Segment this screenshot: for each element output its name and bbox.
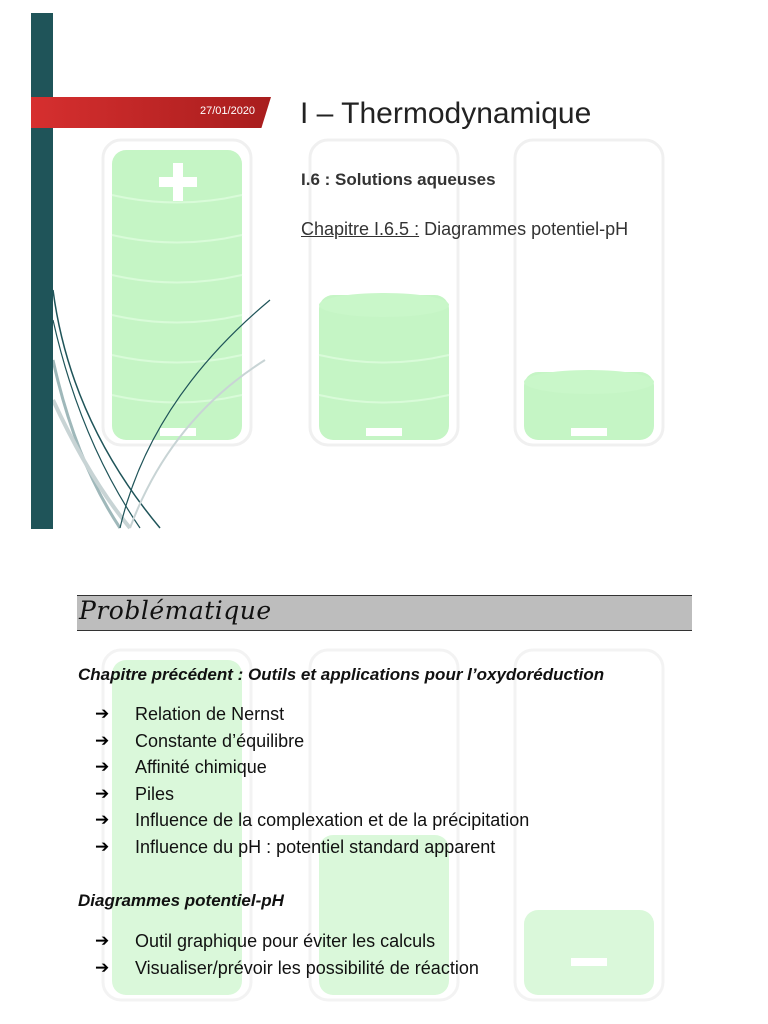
arrow-right-icon: ➔: [95, 730, 110, 750]
arrow-right-icon: ➔: [95, 836, 110, 856]
list-item: ➔ Constante d’équilibre: [95, 728, 529, 755]
arrow-right-icon: ➔: [95, 704, 110, 723]
arrow-right-icon: ➔: [95, 931, 110, 950]
list-item: ➔ Influence de la complexation et de la précipitation: [95, 807, 529, 834]
list-previous-chapter: [95, 701, 529, 861]
heading-diagrams: Diagrammes potentiel-pH: [78, 891, 284, 910]
arrow-right-icon: ➔: [95, 783, 110, 803]
list-item: ➔ Outil graphique pour éviter les calculs: [95, 928, 479, 955]
list-item: ➔ Affinité chimique: [95, 754, 529, 781]
chapter-text: Diagrammes potentiel-pH: [419, 219, 629, 239]
section-title: Problématique: [79, 596, 272, 625]
arrow-right-icon: ➔: [95, 810, 110, 830]
minus-icon: [366, 428, 402, 436]
minus-icon: [160, 428, 196, 436]
sidebar-accent-bar: [31, 13, 53, 529]
arrow-right-icon: ➔: [95, 757, 110, 777]
arrow-right-icon: ➔: [95, 957, 110, 977]
heading-previous-chapter: Chapitre précédent : Outils et applications pour l’oxydoréduction: [78, 665, 605, 684]
slide-title: I – Thermodynamique: [300, 97, 592, 130]
slide-subtitle: I.6 : Solutions aqueuses: [301, 170, 496, 189]
minus-icon: [571, 428, 607, 436]
list-item: ➔ Influence du pH : potentiel standard apparent: [95, 834, 529, 861]
chapter-label: Chapitre I.6.5 :: [301, 219, 420, 239]
slide-date: 27/01/2020: [200, 105, 256, 117]
chapter-line: [301, 219, 628, 240]
list-item: ➔ Piles: [95, 781, 529, 808]
list-item: ➔ Visualiser/prévoir les possibilité de réaction: [95, 955, 479, 982]
list-item: ➔ Relation de Nernst: [95, 701, 529, 728]
list-diagrams: [95, 928, 479, 981]
battery-low: [515, 140, 663, 445]
